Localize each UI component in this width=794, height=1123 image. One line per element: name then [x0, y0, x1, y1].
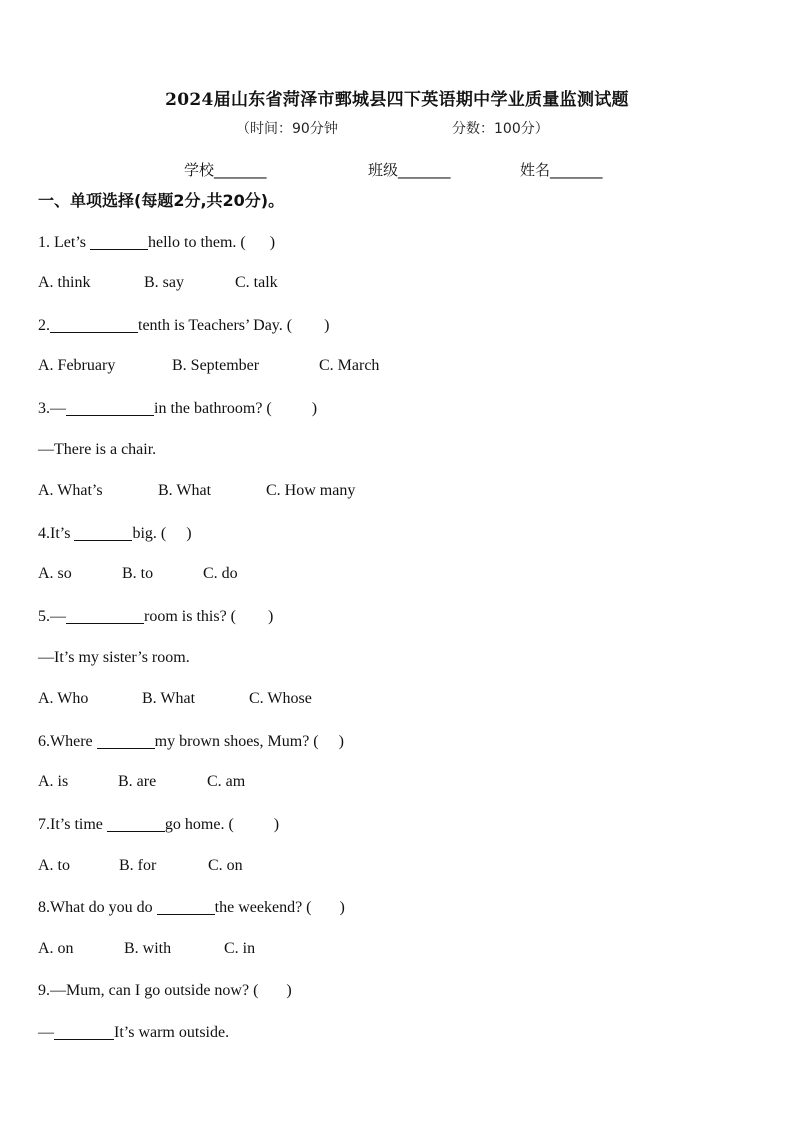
- exam-time: （时间：90分钟: [236, 121, 338, 137]
- answer-blank: [74, 524, 132, 541]
- option-a: A. is: [38, 773, 69, 790]
- question-2: 2. tenth is Teachers’ Day. ( ): [38, 317, 330, 334]
- question-4: 4.It’s big. ( ): [38, 525, 192, 542]
- option-c: C. March: [319, 357, 380, 374]
- option-c: C. on: [208, 857, 243, 874]
- exam-title: 2024届山东省菏泽市鄄城县四下英语期中学业质量监测试题: [165, 90, 629, 110]
- answer-blank: [54, 1023, 114, 1040]
- question-6: 6.Where my brown shoes, Mum? ( ): [38, 733, 344, 750]
- exam-score: 分数：100分）: [452, 121, 549, 137]
- reply-3: —There is a chair.: [38, 441, 157, 458]
- option-c: C. talk: [235, 274, 278, 291]
- options-2: [38, 357, 380, 375]
- reply-5: —It’s my sister’s room.: [38, 649, 190, 666]
- option-a: A. think: [38, 274, 91, 291]
- options-4: [38, 565, 238, 583]
- options-8: [38, 940, 256, 958]
- question-3: 3.— in the bathroom? ( ): [38, 400, 318, 417]
- answer-blank: [50, 316, 138, 333]
- option-a: A. so: [38, 565, 72, 582]
- option-b: B. September: [172, 357, 260, 374]
- answer-blank: [66, 399, 154, 416]
- options-5: [38, 690, 312, 708]
- question-5: 5.— room is this? ( ): [38, 608, 274, 625]
- options-6: [38, 773, 246, 791]
- options-1: [38, 274, 278, 292]
- name-field: 姓名_______: [520, 161, 603, 179]
- option-b: B. What: [158, 482, 212, 499]
- option-c: C. do: [203, 565, 238, 582]
- option-a: A. to: [38, 857, 70, 874]
- option-b: B. say: [144, 274, 184, 291]
- option-a: A. on: [38, 940, 74, 957]
- answer-blank: [66, 607, 144, 624]
- option-b: B. are: [118, 773, 157, 790]
- option-c: C. How many: [266, 482, 356, 499]
- school-field: 学校_______: [184, 161, 267, 179]
- option-c: C. Whose: [249, 690, 312, 707]
- question-9: 9.—Mum, can I go outside now? ( ): [38, 982, 292, 999]
- option-c: C. am: [207, 773, 246, 790]
- option-b: B. for: [119, 857, 157, 874]
- class-field: 班级_______: [368, 161, 451, 179]
- option-b: B. What: [142, 690, 196, 707]
- question-8: 8.What do you do the weekend? ( ): [38, 899, 345, 916]
- question-7: 7.It’s time go home. ( ): [38, 816, 280, 833]
- option-a: A. February: [38, 357, 116, 374]
- option-a: A. What’s: [38, 482, 103, 499]
- options-7: [38, 857, 243, 875]
- option-c: C. in: [224, 940, 256, 957]
- answer-blank: [97, 732, 155, 749]
- answer-blank: [157, 898, 215, 915]
- option-b: B. with: [124, 940, 172, 957]
- reply-9: — It’s warm outside.: [38, 1024, 230, 1041]
- option-b: B. to: [122, 565, 154, 582]
- option-a: A. Who: [38, 690, 89, 707]
- answer-blank: [107, 815, 165, 832]
- question-1: 1. Let’s hello to them. ( ): [38, 234, 276, 251]
- answer-blank: [90, 233, 148, 250]
- section-title: 一、单项选择(每题2分,共20分)。: [38, 191, 285, 210]
- options-3: [38, 482, 356, 500]
